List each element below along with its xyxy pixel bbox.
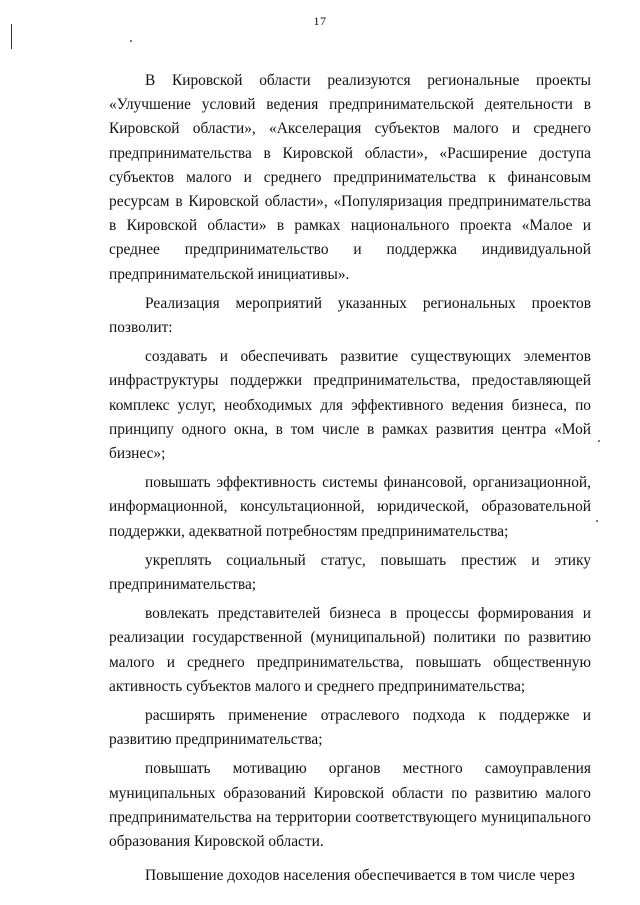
list-item-support-efficiency: повышать эффективность системы финансовой, организационной, информационной, консультационной, юридической, образовательной поддержки, адекватной потребностям предпринимательства; xyxy=(109,474,591,540)
list-item-social-status: укреплять социальный статус, повышать престиж и этику предпринимательства; xyxy=(109,551,591,594)
scan-speck xyxy=(130,40,132,42)
scan-speck xyxy=(598,440,600,442)
paragraph-regional-projects: В Кировской области реализуются региональные проекты «Улучшение условий ведения предпринимательской деятельности в Кировской области», «Акселерация субъектов малого и среднего предпринимательства в Кировской области», «Расширение доступа субъектов малого и среднего предпринимательства к финансовым ресурсам в Кировской области», «Популяризация предпринимательства в Кировской области» в рамках национального проекта «Малое и среднее предпринимательство и поддержка индивидуальной предпринимательской инициативы». xyxy=(109,72,591,283)
scan-speck xyxy=(596,520,598,522)
list-item-infrastructure: создавать и обеспечивать развитие существующих элементов инфраструктуры поддержки предпринимательства, предоставляющей комплекс услуг, необходимых для эффективного ведения бизнеса, по принципу одного окна, в том числе в рамках развития центра «Мой бизнес»; xyxy=(109,348,591,463)
page-number: 17 xyxy=(313,14,327,28)
list-item-sector-approach: расширять применение отраслевого подхода к поддержке и развитию предпринимательства; xyxy=(109,707,591,749)
list-item-local-motivation: повышать мотивацию органов местного самоуправления муниципальных образований Кировской области по развитию малого предпринимательства на территории соответствующего муниципального образования Кировской области. xyxy=(109,760,591,851)
list-item-business-involvement: вовлекать представителей бизнеса в процессы формирования и реализации государственной (муниципальной) политики по развитию малого и среднего предпринимательства, повышать общественную активность субъектов малого и среднего предпринимательства; xyxy=(109,605,591,695)
scan-artifact-line xyxy=(11,24,12,49)
paragraph-intro-list: Реализация мероприятий указанных региональных проектов позволит: xyxy=(109,294,591,337)
paragraph-income-growth: Повышение доходов населения обеспечивается в том числе через xyxy=(145,867,575,885)
document-body xyxy=(109,69,591,889)
